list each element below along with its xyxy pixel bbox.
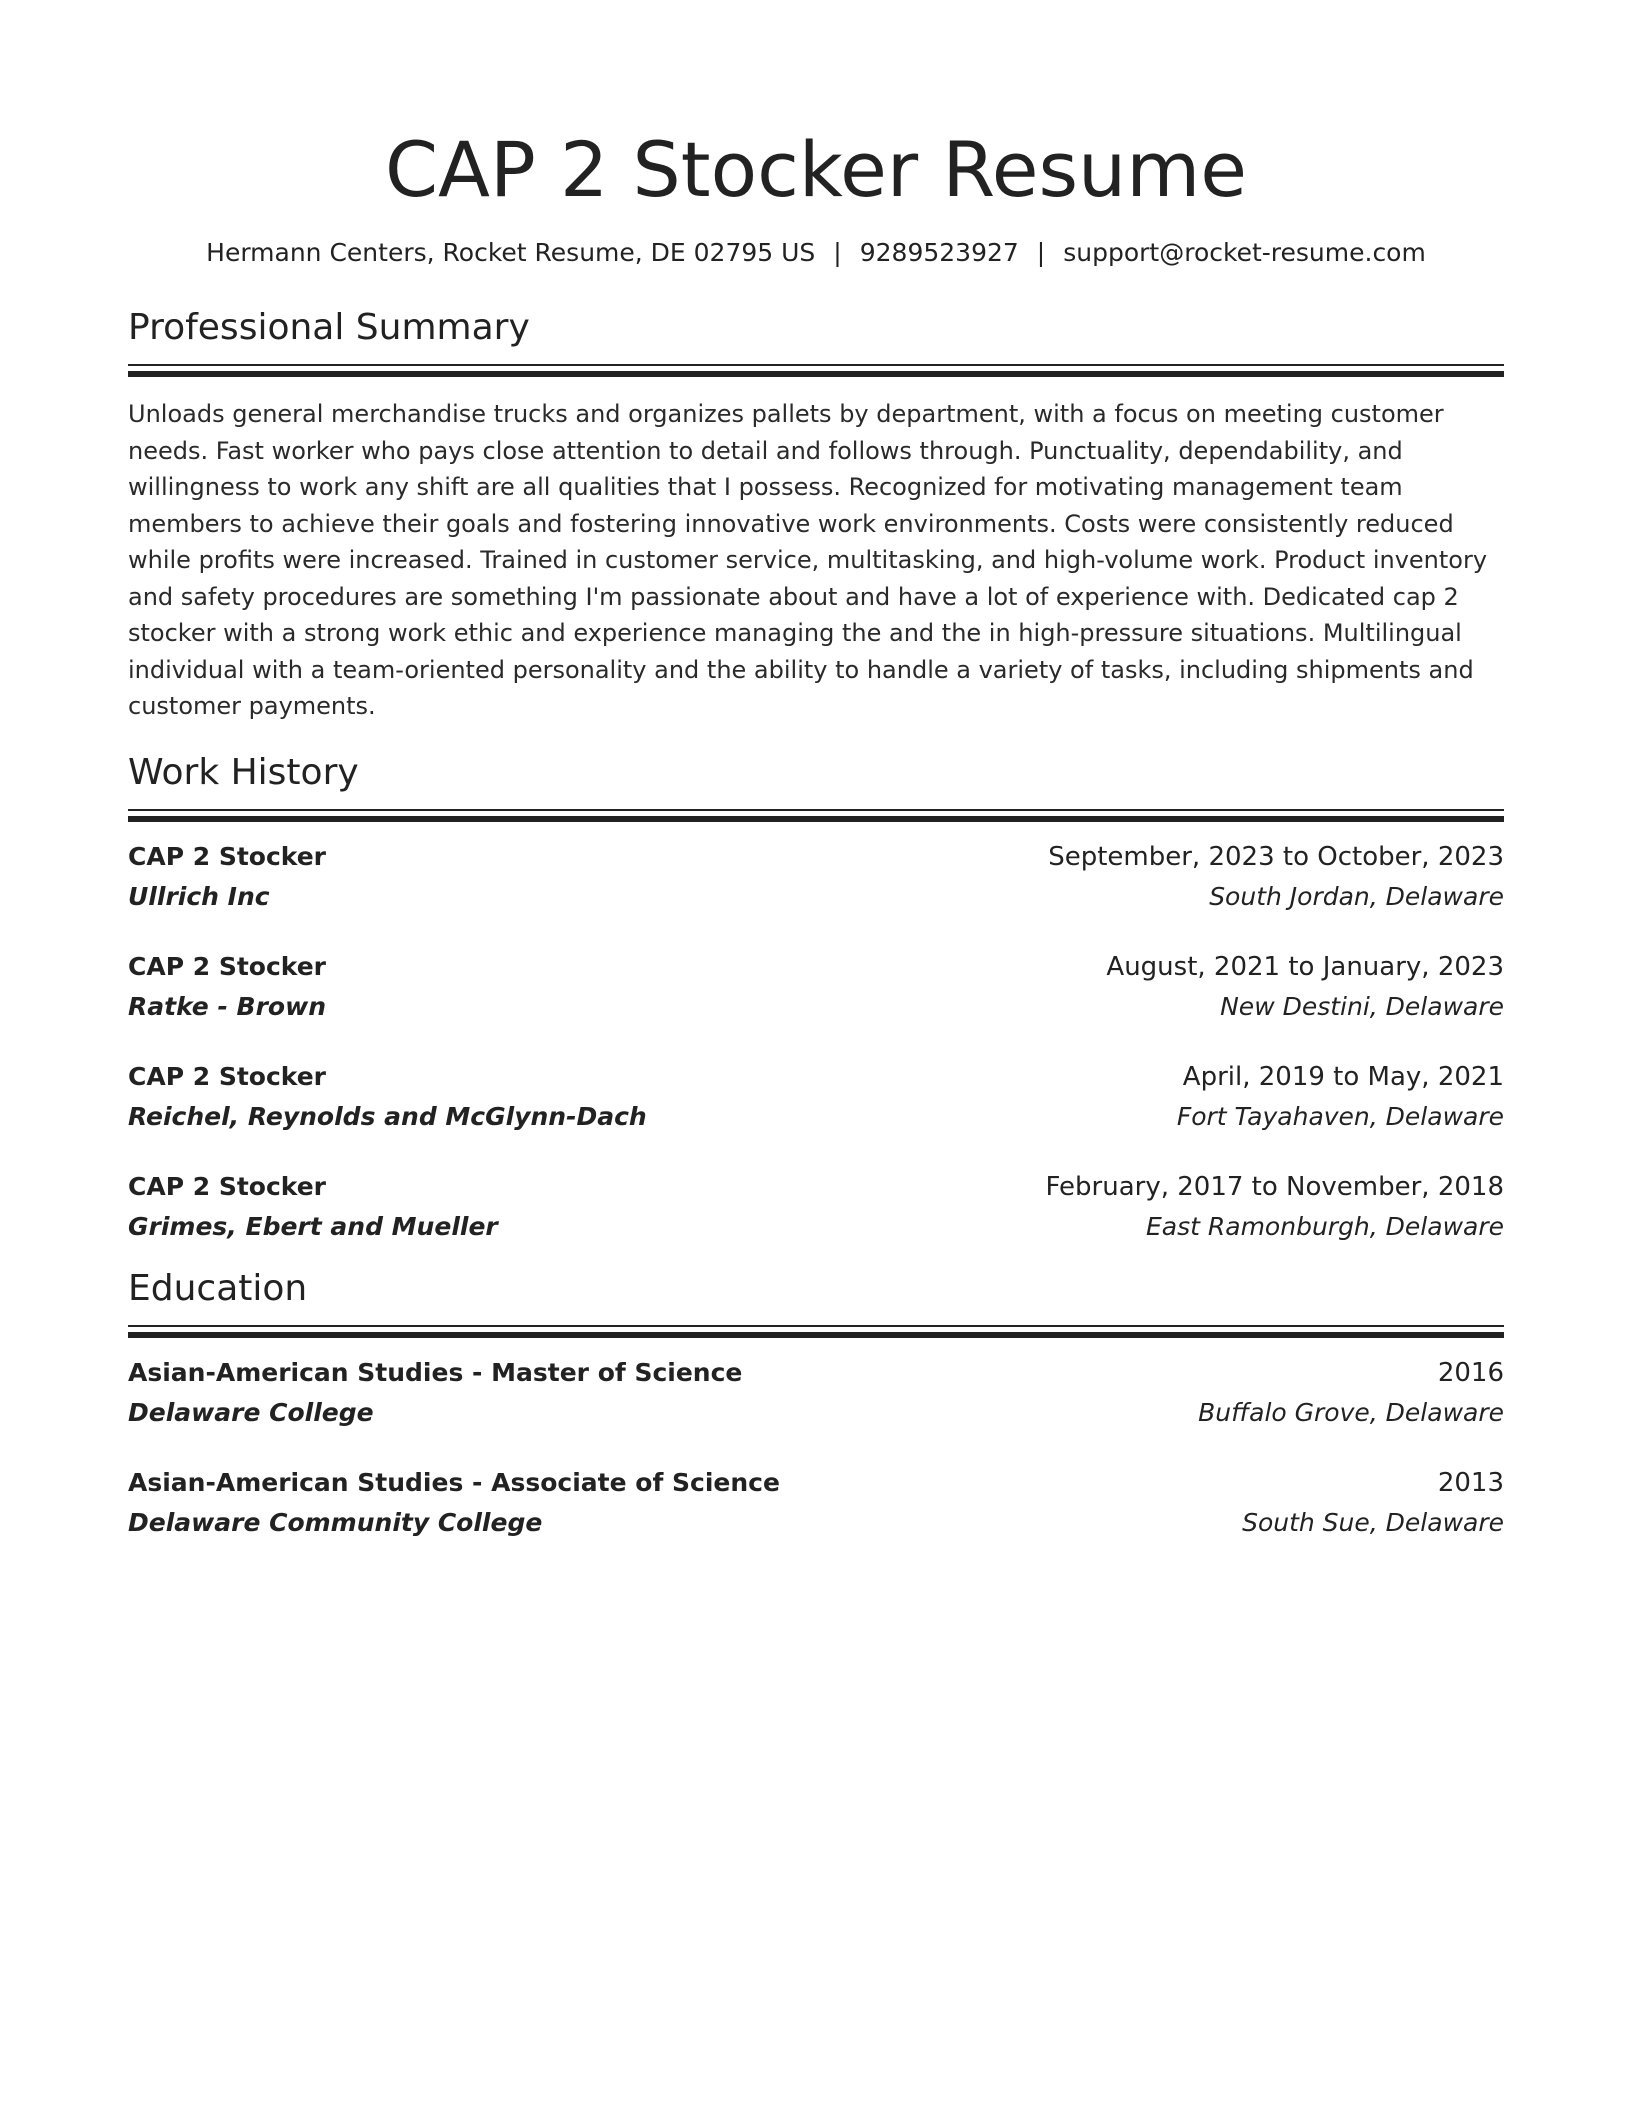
job-company: Ratke - Brown (128, 991, 326, 1021)
work-entry-subheader (128, 877, 1504, 917)
school-location: South Sue, Delaware (1242, 1507, 1504, 1537)
divider-thick-line (128, 371, 1504, 377)
work-history-section (128, 749, 1504, 1247)
education-heading: Education (128, 1267, 308, 1309)
summary-heading: Professional Summary (128, 307, 530, 348)
degree-title: Asian-American Studies - Master of Science (128, 1357, 743, 1387)
summary-section (128, 304, 1504, 725)
contact-address: Hermann Centers, Rocket Resume, DE 02795 US (206, 238, 816, 267)
education-section (128, 1265, 1504, 1543)
resume-page (128, 0, 1504, 1573)
job-dates: February, 2017 to November, 2018 (1045, 1171, 1504, 1202)
contact-email: support@rocket-resume.com (1063, 238, 1426, 267)
education-entry-header (128, 1353, 1504, 1393)
work-history-heading: Work History (128, 751, 359, 793)
resume-title: CAP 2 Stocker Resume (384, 125, 1248, 214)
work-entry-header (128, 947, 1504, 987)
divider-thin-line (128, 809, 1504, 811)
contact-separator: | (833, 238, 842, 267)
section-divider (128, 1325, 1504, 1335)
job-title: CAP 2 Stocker (128, 951, 327, 981)
education-entry-subheader (128, 1393, 1504, 1433)
work-entry-subheader (128, 1207, 1504, 1247)
divider-thin-line (128, 364, 1504, 366)
work-entry (128, 947, 1504, 1027)
section-divider (128, 809, 1504, 819)
summary-text: Unloads general merchandise trucks and organizes pallets by department, with a focus on meeting customer needs. Fast worker who pays close attention to detail and follows through. Punctuality, dependability, and willingness to work any shift are all qualities that I possess. Recognized for motivating management team members to achieve their goals and fostering innovative work environments. Costs were consistently reduced while profits were increased. Trained in customer service, multitasking, and high-volume work. Product inventory and safety procedures are something I'm passionate about and have a lot of experience with. Dedicated cap 2 stocker with a strong work ethic and experience managing the and the in high-pressure situations. Multilingual individual with a team-oriented personality and the ability to handle a variety of tasks, including shipments and customer payments. (128, 400, 1488, 720)
education-entry (128, 1463, 1504, 1543)
work-entries (128, 837, 1504, 1247)
job-title: CAP 2 Stocker (128, 1171, 327, 1201)
job-dates: August, 2021 to January, 2023 (1106, 951, 1504, 982)
section-divider (128, 364, 1504, 374)
divider-thick-line (128, 816, 1504, 822)
work-entry-subheader (128, 1097, 1504, 1137)
school-location: Buffalo Grove, Delaware (1198, 1397, 1504, 1427)
degree-title: Asian-American Studies - Associate of Science (128, 1467, 780, 1497)
job-location: Fort Tayahaven, Delaware (1176, 1101, 1504, 1131)
contact-separator: | (1036, 238, 1046, 267)
job-dates: April, 2019 to May, 2021 (1182, 1061, 1504, 1092)
job-dates: September, 2023 to October, 2023 (1048, 841, 1504, 872)
work-entry (128, 837, 1504, 917)
job-company: Ullrich Inc (128, 881, 270, 911)
degree-year: 2013 (1437, 1467, 1504, 1498)
job-location: East Ramonburgh, Delaware (1146, 1211, 1504, 1241)
education-entries (128, 1353, 1504, 1543)
education-entry-subheader (128, 1503, 1504, 1543)
job-title: CAP 2 Stocker (128, 841, 327, 871)
degree-year: 2016 (1437, 1357, 1504, 1388)
school-name: Delaware Community College (128, 1507, 543, 1537)
education-entry-header (128, 1463, 1504, 1503)
work-entry (128, 1057, 1504, 1137)
job-location: New Destini, Delaware (1220, 991, 1504, 1021)
job-title: CAP 2 Stocker (128, 1061, 327, 1091)
school-name: Delaware College (128, 1397, 374, 1427)
work-entry (128, 1167, 1504, 1247)
work-entry-header (128, 1057, 1504, 1097)
work-entry-header (128, 837, 1504, 877)
job-company: Reichel, Reynolds and McGlynn-Dach (128, 1101, 647, 1131)
job-location: South Jordan, Delaware (1209, 881, 1504, 911)
divider-thick-line (128, 1332, 1504, 1338)
contact-phone: 9289523927 (859, 238, 1019, 267)
work-entry-header (128, 1167, 1504, 1207)
education-entry (128, 1353, 1504, 1433)
divider-thin-line (128, 1325, 1504, 1327)
contact-line (128, 236, 1504, 270)
work-entry-subheader (128, 987, 1504, 1027)
job-company: Grimes, Ebert and Mueller (128, 1211, 498, 1241)
